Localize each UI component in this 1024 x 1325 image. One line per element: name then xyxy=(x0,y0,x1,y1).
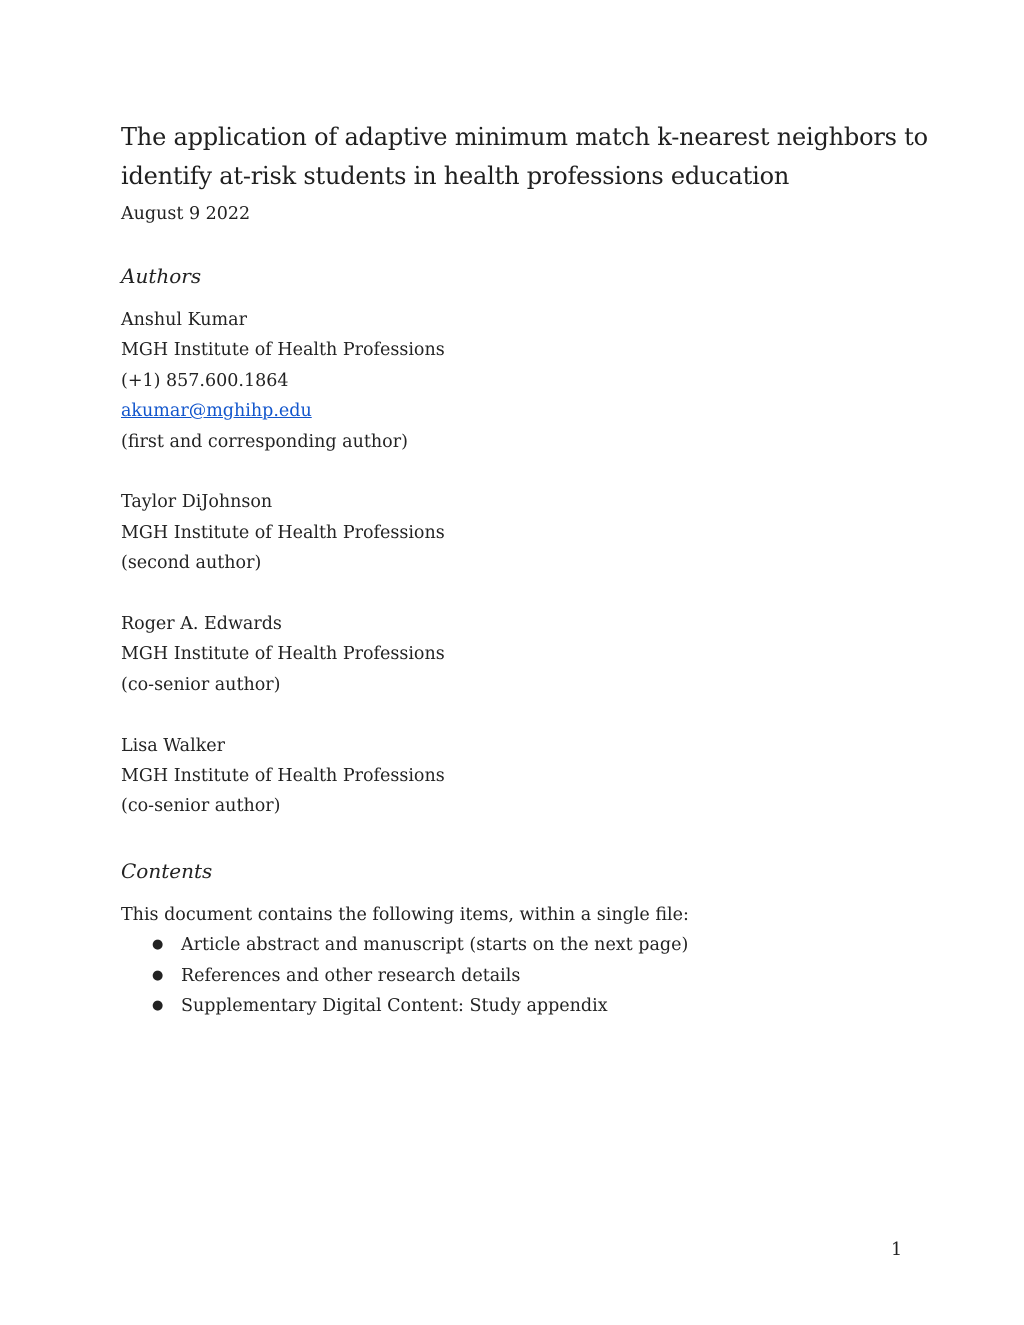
contents-intro: This document contains the following items, within a single file: xyxy=(121,904,689,925)
author-affiliation: MGH Institute of Health Professions xyxy=(121,340,445,361)
author-name: Taylor DiJohnson xyxy=(121,492,273,513)
title-page xyxy=(121,118,928,1021)
author-affiliation: MGH Institute of Health Professions xyxy=(121,766,445,787)
authors-heading: Authors xyxy=(121,264,202,288)
author-role: (first and corresponding author) xyxy=(121,431,408,452)
author-name: Anshul Kumar xyxy=(121,310,247,330)
author-affiliation: MGH Institute of Health Professions xyxy=(121,644,445,665)
author-role: (co-senior author) xyxy=(121,674,281,695)
document-title xyxy=(121,118,928,196)
author-email-link[interactable]: akumar@mghihp.edu xyxy=(121,401,312,422)
contents-list xyxy=(121,930,921,1021)
document-date: August 9 2022 xyxy=(121,204,251,224)
author-role: (second author) xyxy=(121,553,262,574)
list-item xyxy=(121,930,921,960)
author-block-kumar xyxy=(121,305,921,457)
author-block-edwards xyxy=(121,609,921,700)
list-item xyxy=(121,991,921,1021)
list-item xyxy=(121,961,921,991)
bullet-icon: ● xyxy=(152,967,164,983)
author-role: (co-senior author) xyxy=(121,796,281,817)
bullet-icon: ● xyxy=(152,937,164,953)
author-name: Lisa Walker xyxy=(121,735,226,756)
list-item-text: Article abstract and manuscript (starts on the next page) xyxy=(181,935,689,956)
author-phone: (+1) 857.600.1864 xyxy=(121,370,289,391)
contents-heading: Contents xyxy=(121,858,213,883)
bullet-icon: ● xyxy=(152,998,164,1014)
author-name: Roger A. Edwards xyxy=(121,614,282,635)
author-block-dijohnson xyxy=(121,487,921,578)
author-block-walker xyxy=(121,731,921,822)
author-affiliation: MGH Institute of Health Professions xyxy=(121,522,445,543)
page-number: 1 xyxy=(891,1240,903,1260)
title-line-2: identify at-risk students in health professions education xyxy=(121,162,790,190)
list-item-text: Supplementary Digital Content: Study appendix xyxy=(181,996,608,1017)
title-line-1: The application of adaptive minimum match k-nearest neighbors to xyxy=(121,123,928,151)
list-item-text: References and other research details xyxy=(181,965,521,986)
